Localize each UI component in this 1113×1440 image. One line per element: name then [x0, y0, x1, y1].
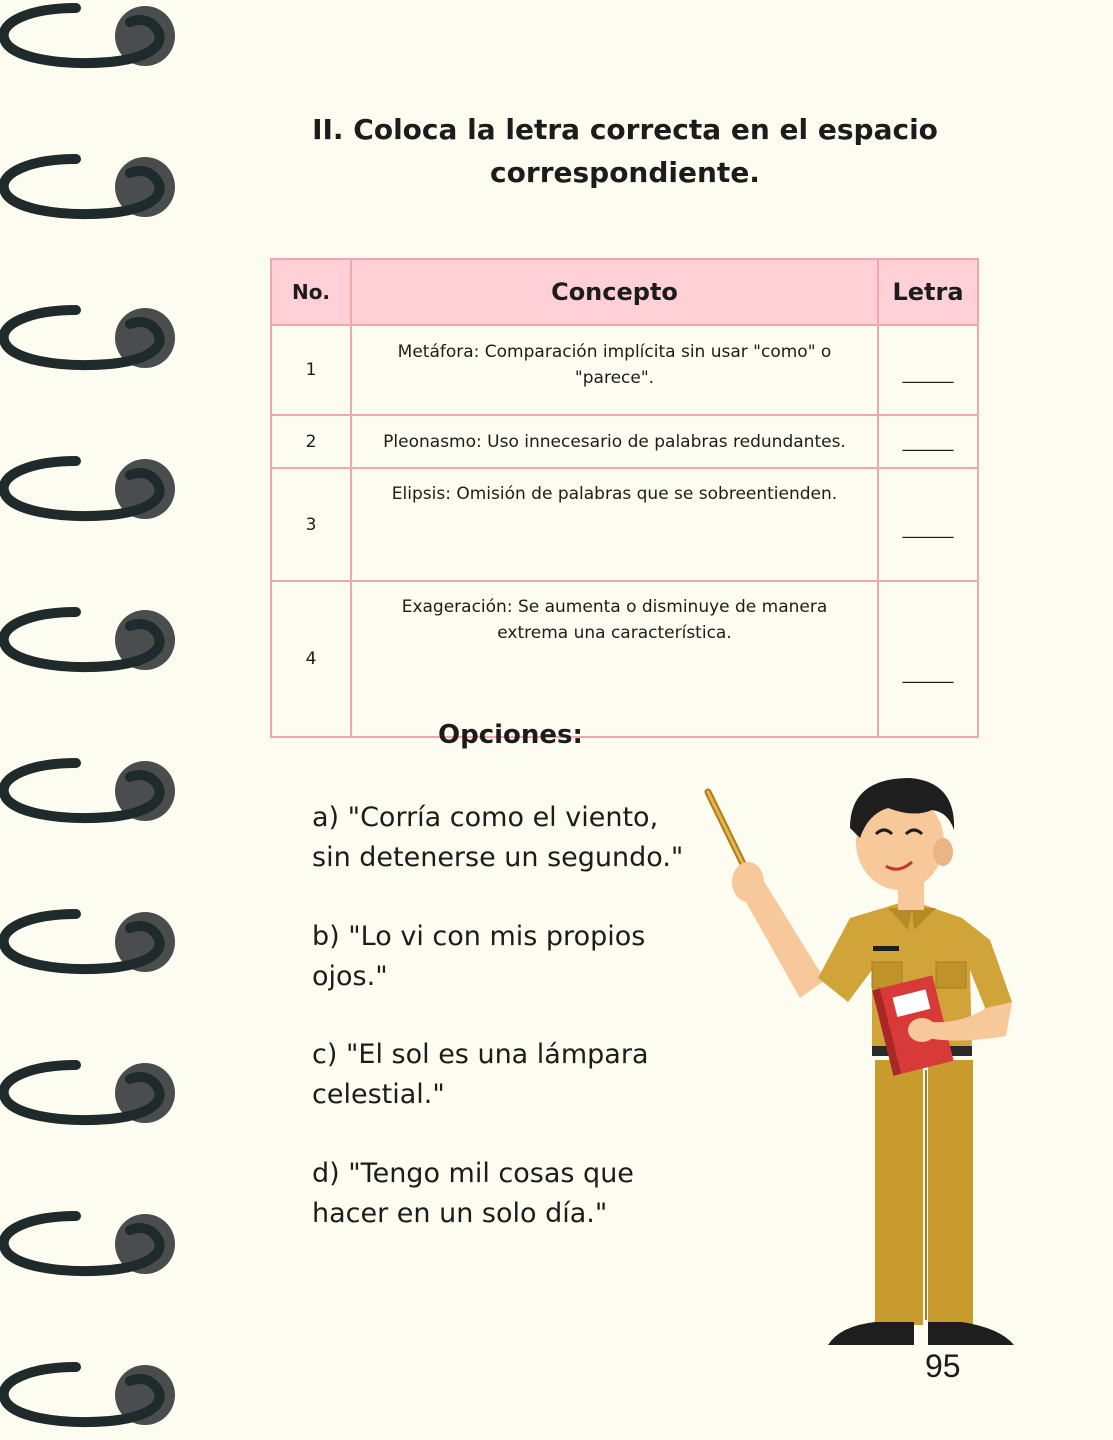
- left-shoe: [828, 1322, 914, 1345]
- right-shoe: [928, 1322, 1014, 1345]
- teacher-illustration: [700, 770, 1030, 1350]
- option-text: b) "Lo vi con mis propios: [312, 921, 646, 952]
- options-title: Opciones:: [438, 720, 583, 750]
- row-concept: [351, 325, 878, 415]
- concept-text: Elipsis: Omisión de palabras que se sobreentienden.: [391, 484, 838, 504]
- binding-ring: [4, 459, 175, 519]
- header-letter: Letra: [878, 259, 978, 325]
- row-number: 2: [271, 415, 351, 468]
- binding-ring: [4, 1365, 175, 1425]
- raised-hand: [732, 862, 764, 902]
- row-number: 1: [271, 325, 351, 415]
- row-number: 4: [271, 581, 351, 737]
- answer-blank[interactable]: ______: [878, 415, 978, 468]
- binding-ring: [4, 1063, 175, 1123]
- binding-ring: [4, 308, 175, 368]
- answer-blank[interactable]: ______: [878, 325, 978, 415]
- row-concept: [351, 581, 878, 737]
- title-line-2: correspondiente.: [490, 156, 760, 189]
- binding-ring: [4, 610, 175, 670]
- binding-ring: [4, 912, 175, 972]
- spiral-binding: [0, 0, 190, 1440]
- header-concept: Concepto: [351, 259, 878, 325]
- page-title: [300, 108, 950, 194]
- option-d: [312, 1154, 712, 1234]
- row-concept: [351, 468, 878, 581]
- row-number: 3: [271, 468, 351, 581]
- option-text: c) "El sol es una lámpara: [312, 1039, 649, 1070]
- option-text: sin detenerse un segundo.": [312, 842, 684, 873]
- binding-ring: [4, 157, 175, 217]
- table-row: [271, 581, 978, 737]
- table-row: [271, 468, 978, 581]
- binding-ring: [4, 1214, 175, 1274]
- option-text: d) "Tengo mil cosas que: [312, 1158, 634, 1189]
- option-a: [312, 798, 712, 878]
- right-leg: [928, 1060, 973, 1325]
- concept-table: [270, 258, 979, 738]
- option-b: [312, 917, 712, 997]
- header-no: No.: [271, 259, 351, 325]
- table-header-row: [271, 259, 978, 325]
- concept-text: extrema una característica.: [497, 623, 732, 643]
- concept-text: "parece".: [574, 368, 655, 388]
- option-text: a) "Corría como el viento,: [312, 802, 659, 833]
- answer-blank[interactable]: ______: [878, 581, 978, 737]
- title-line-1: II. Coloca la letra correcta en el espacio: [312, 113, 938, 146]
- left-leg: [875, 1060, 923, 1325]
- concept-text: Pleonasmo: Uso innecesario de palabras redundantes.: [383, 431, 846, 452]
- table-row: [271, 415, 978, 468]
- answer-blank[interactable]: ______: [878, 468, 978, 581]
- concept-text: Metáfora: Comparación implícita sin usar "como" o: [397, 342, 832, 362]
- row-concept: [351, 415, 878, 468]
- option-text: hacer en un solo día.": [312, 1198, 608, 1229]
- binding-ring: [4, 6, 175, 66]
- table-row: [271, 325, 978, 415]
- option-c: [312, 1035, 712, 1115]
- option-text: ojos.": [312, 961, 388, 992]
- concept-text: Exageración: Se aumenta o disminuye de manera: [401, 597, 828, 617]
- page-number: 95: [925, 1348, 961, 1384]
- binding-ring: [4, 761, 175, 821]
- ear: [933, 838, 953, 866]
- option-text: celestial.": [312, 1079, 445, 1110]
